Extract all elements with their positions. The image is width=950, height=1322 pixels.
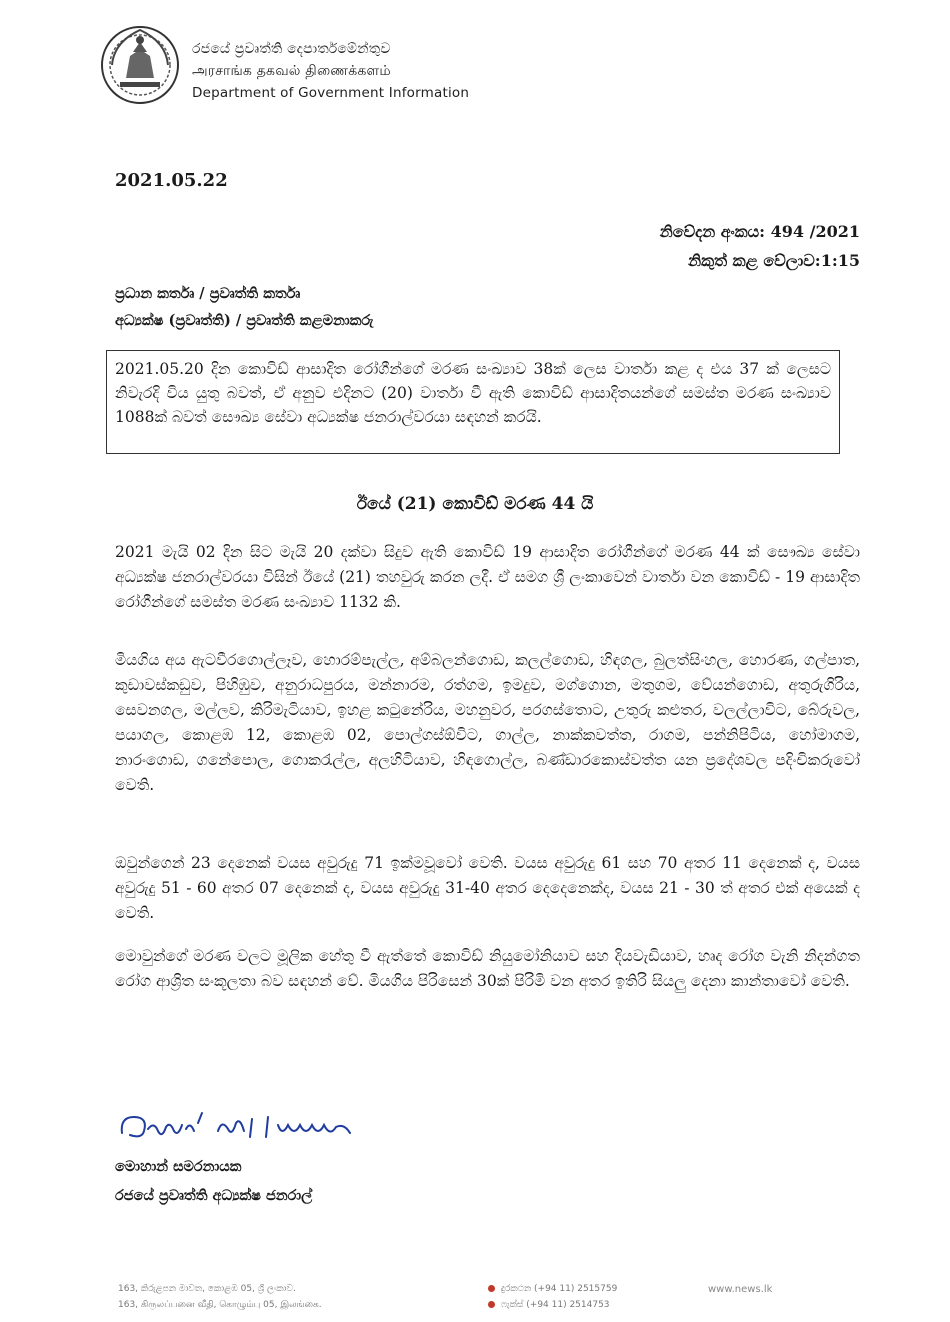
notice-number: නිවේදන අංකය: 494 /2021: [659, 222, 860, 241]
org-name-tamil: அரசாங்க தகவல் திணைக்களம்: [192, 63, 391, 79]
footer-fax: [488, 1300, 610, 1310]
paragraph-causes: මොවුන්ගේ මරණ වලට මූලික හේතු වී ඇත්තේ කොවිඩ් නියුමෝනියාව සහ දියවැඩියාව, හෘද රෝග වැනි නිදන්ගත රෝග ආශ්‍රිත සංකූලතා බව සඳහන් වේ. මියගිය පිරිසෙන් 30ක් පිරිමි වන අතර ඉතිරි සියලු දෙනා කාන්තාවෝ වෙති.: [115, 947, 860, 990]
phone-bullet-icon: [488, 1285, 495, 1292]
footer-address-tamil: 163, கிருலப்பனை வீதி, கொழும்பு 05, இலங்கை.: [118, 1300, 322, 1310]
footer-address-sinhala: 163, කිරුළපන මාවත, කොළඹ 05, ශ්‍රී ලංකාව.: [118, 1284, 296, 1294]
headline: ඊයේ (21) කොවිඩ් මරණ 44 යි: [356, 494, 594, 514]
correction-note-box: [106, 350, 840, 454]
paragraph-age-breakdown: ඔවුන්ගෙන් 23 දෙනෙක් වයස අවුරුදු 71 ඉක්මවූවෝ වෙති. වයස අවුරුදු 61 සහ 70 අතර 11 දෙනෙක් ද, වයස අවුරුදු 51 - 60 අතර 07 දෙනෙක් ද, වයස අවුරුදු 31-40 අතර දෙදෙනෙක්ද, වයස 21 - 30 ත් අතර එක් අයෙක් ද වෙති.: [115, 854, 860, 922]
recipients-line-2: අධ්‍යක්ෂ (ප්‍රවෘත්ති) / ප්‍රවෘත්ති කළමනාකරු: [115, 312, 374, 329]
correction-note-text: 2021.05.20 දින කොවිඩ් ආසාදිත රෝගීන්ගේ මරණ සංඛ්‍යාව 38ක් ලෙස වාර්තා කළ ද එය 37 ක් ලෙසට නිවැරදි විය යුතු බවත්, ඒ අනුව එදිනට (20) වාර්තා වී ඇති කොවිඩ් ආසාදිතයන්ගේ සමස්ත මරණ සංඛ්‍යාව 1088ක් බවත් සෞඛ්‍ය සේවා අධ්‍යක්ෂ ජනරාල්වරයා සඳහන් කරයි.: [115, 360, 831, 426]
footer-phone: [488, 1284, 617, 1294]
signer-title: රජයේ ප්‍රවෘත්ති අධ්‍යක්ෂ ජනරාල්: [115, 1187, 313, 1204]
footer: [0, 1270, 950, 1322]
organization-names: [192, 38, 469, 104]
phone-number: (+94 11) 2515759: [534, 1284, 618, 1294]
phone-label: දුරකථන: [501, 1284, 532, 1294]
letterhead: [100, 22, 520, 110]
sri-lanka-emblem-icon: [100, 22, 180, 108]
fax-label: ෆැක්ස්: [501, 1300, 524, 1310]
signer-name: මොහාන් සමරනායක: [115, 1158, 242, 1175]
handwritten-signature: [118, 1103, 378, 1147]
fax-bullet-icon: [488, 1301, 495, 1308]
paragraph-deaths-summary: 2021 මැයි 02 දින සිට මැයි 20 දක්වා සිදුව ඇති කොවිඩ් 19 ආසාදිත රෝගීන්ගේ මරණ 44 ක් සෞඛ්‍ය සේවා අධ්‍යක්ෂ ජනරාල්වරයා විසින් ඊයේ (21) තහවුරු කරන ලදී. ඒ සමග ශ්‍රී ලංකාවෙන් වාර්තා වන කොවිඩ් - 19 ආසාදිත රෝගීන්ගේ සමස්ත මරණ සංඛ්‍යාව 1132 කි.: [115, 543, 860, 611]
footer-website: www.news.lk: [708, 1284, 773, 1295]
fax-number: (+94 11) 2514753: [526, 1300, 610, 1310]
org-name-sinhala: රජයේ ප්‍රවෘත්ති දෙපාර්තමේන්තුව: [192, 41, 391, 57]
org-name-english: Department of Government Information: [192, 85, 470, 101]
issue-time: නිකුත් කළ වේලාව:1:15: [688, 251, 860, 270]
document-date: 2021.05.22: [115, 170, 228, 191]
recipients-line-1: ප්‍රධාන කර්තෘ / ප්‍රවෘත්ති කර්තෘ: [115, 285, 301, 302]
paragraph-areas: මියගිය අය ඇටවීරගොල්ලෑව, හොරම්පැල්ල, අම්බලන්ගොඩ, කලල්ගොඩ, හිඳගල, බුලත්සිංහල, හොරණ, ගල්පාත, කුඩාවස්කඩුව, පිහිඹුව, අනුරාධපුරය, මන්නාරම, රත්ගම, ඉමදුව, මග්ගොන, මතුගම, වේයන්ගොඩ, අතුරුගිරිය, සෙවනගල, මල්ලව, කිරිමැටියාව, ඉහළ කටුනේරිය, මහනුවර, පරගස්තොට, උතුරු කළුතර, වලල්ලාවිට, බේරුවල, පයාගල, කොළඹ 12, කොළඹ 02, පොල්ගස්ඕවිට, ගාල්ල, නාක්කවත්ත, රාගම, පන්නිපිටිය, හෝමාගම, නාරංගොඩ, ගනේපොල, ගොකරැල්ල, අලහිටියාව, හිඳගොල්ල, බණ්ඩාරකොස්වත්ත යන ප්‍රදේශවල පදිංචිකරුවෝ වෙති.: [115, 651, 860, 794]
